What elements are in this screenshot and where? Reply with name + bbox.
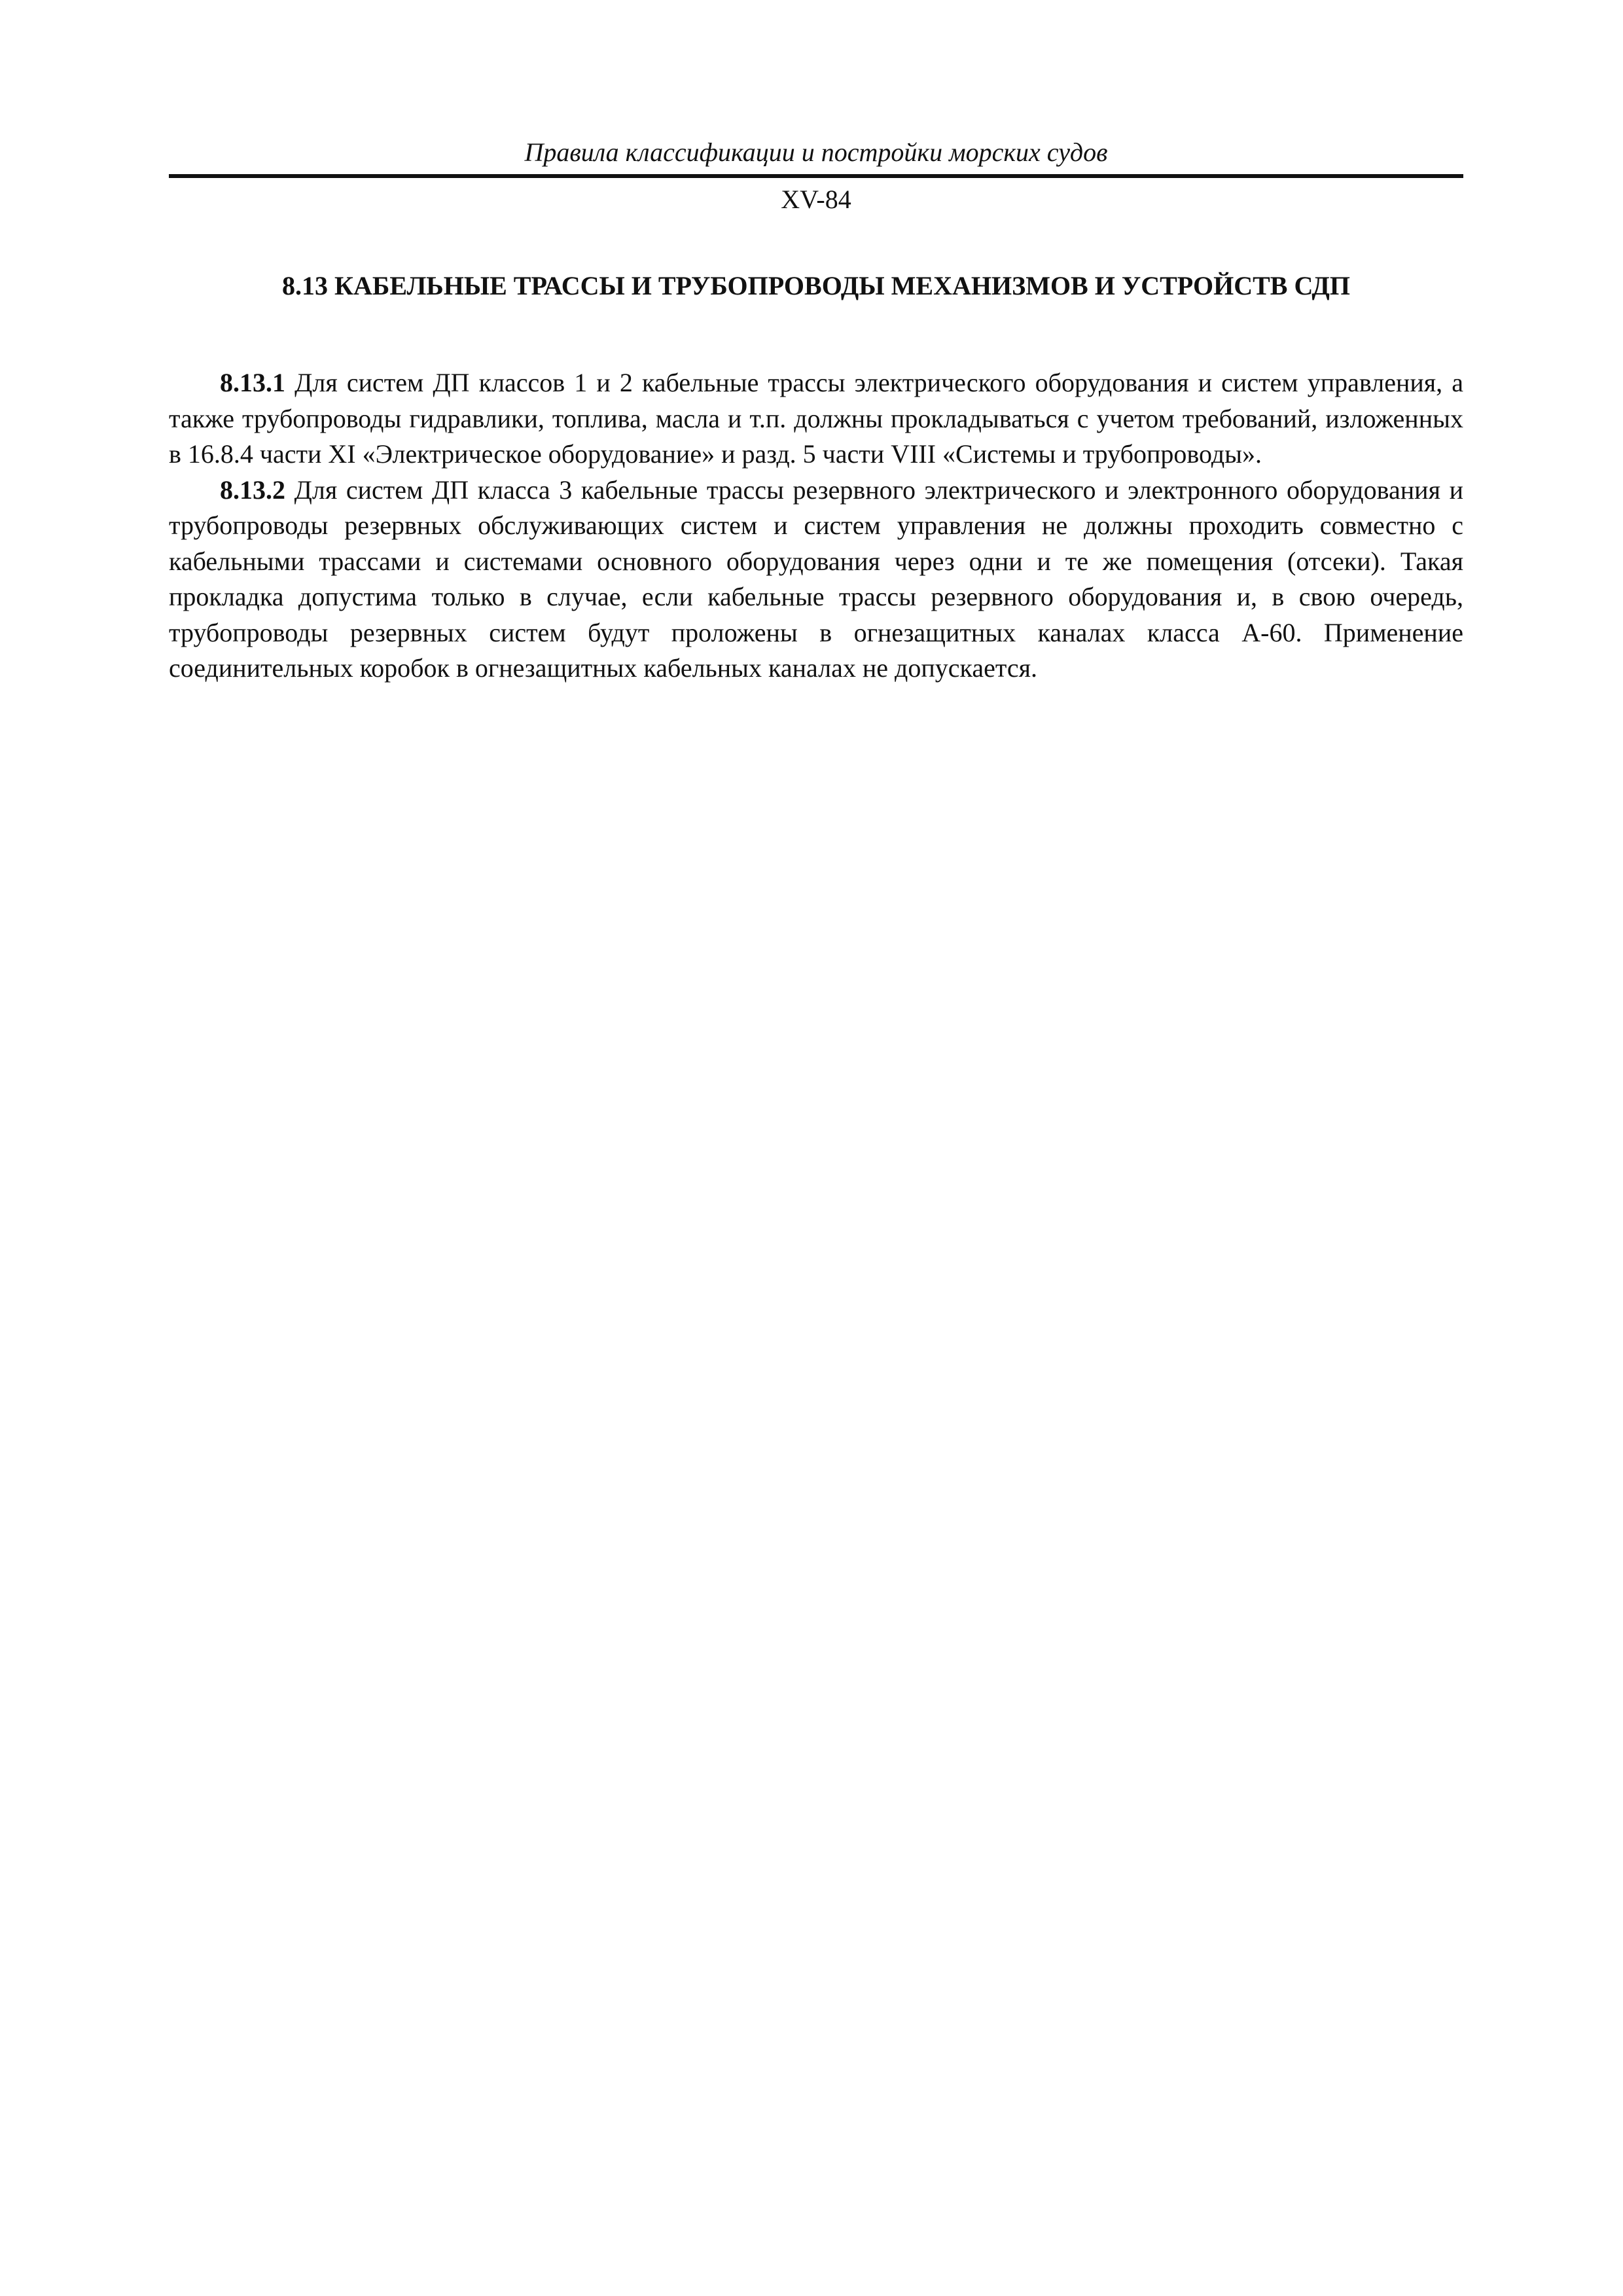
section-heading: 8.13 КАБЕЛЬНЫЕ ТРАССЫ И ТРУБОПРОВОДЫ МЕХАНИЗМОВ И УСТРОЙСТВ СДП [282, 271, 1350, 300]
page-number: XV-84 [781, 185, 851, 214]
running-header-title: Правила классификации и постройки морских судов [524, 137, 1108, 167]
paragraph-number: 8.13.2 [220, 475, 285, 505]
paragraph-8-13-1 [169, 365, 1463, 473]
paragraph-8-13-2 [169, 473, 1463, 687]
paragraph-text: Для систем ДП класса 3 кабельные трассы резервного электрического и электронного оборудования и трубопроводы резервных обслуживающих систем и систем управления не должны проходить совместно с кабельными трассами и системами основного оборудования через одни и те же помещения (отсеки). Такая прокладка допустима только в случае, если кабельные трассы резервного оборудования и, в свою очередь, трубопроводы резервных систем будут проложены в огнезащитных каналах класса А-60. Применение соединительных коробок в огнезащитных кабельных каналах не допускается. [169, 475, 1463, 683]
header-rule [169, 174, 1463, 178]
paragraph-number: 8.13.1 [220, 368, 285, 397]
paragraph-text: Для систем ДП классов 1 и 2 кабельные трассы электрического оборудования и систем управления, а также трубопроводы гидравлики, топлива, масла и т.п. должны прокладываться с учетом требований, изложенных в 16.8.4 части XI «Электрическое оборудование» и разд. 5 части VIII «Системы и трубопроводы». [169, 368, 1463, 469]
section-body [169, 365, 1463, 687]
